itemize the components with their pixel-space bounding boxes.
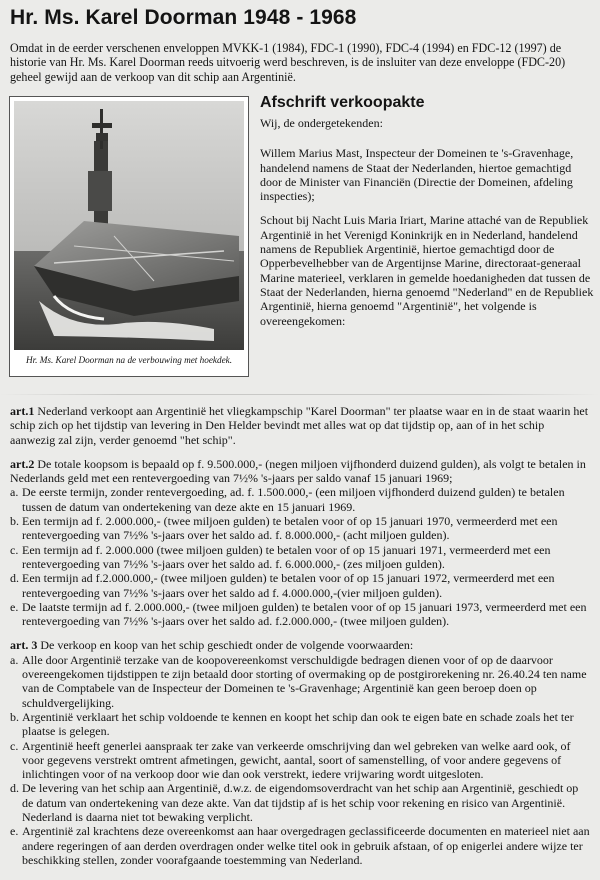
ship-photo: [14, 101, 244, 350]
article-2: [10, 457, 592, 629]
article-number: art.2: [10, 456, 35, 471]
list-item: e. Argentinië zal krachtens deze overeenkomst aan haar overgedragen geclassificeerde documenten en materieel niet aan andere regeringen of aan derden overdragen onder welke titel ook in gebruik afstaan, of op enigerlei andere wijze ter beschikking stellen, zonder voorafgaande toestemming van Nederland.: [10, 824, 590, 867]
page-title: Hr. Ms. Karel Doorman 1948 - 1968: [10, 6, 357, 29]
party-dutch-state: Willem Marius Mast, Inspecteur der Domeinen te 's-Gravenhage, handelend namens de Staat der Nederlanden, hiertoe gemachtigd door de Minister van Financiën (Directie der Domeinen, afdeling inspecties);: [260, 146, 574, 204]
intro-paragraph: Omdat in de eerder verschenen enveloppen MVKK-1 (1984), FDC-1 (1990), FDC-4 (1994) en FDC-12 (1997) de historie van Hr. Ms. Karel Doorman reeds uitvoerig werd beschreven, is de insluiter van deze enveloppe (FDC-20) geheel gewijd aan de verkoop van dit schip aan Argentinië.: [10, 41, 566, 84]
article-items: [10, 653, 592, 867]
list-item: d. De levering van het schip aan Argentinië, d.w.z. de eigendomsoverdracht van het schip aan Argentinië, geschiedt op de datum van ondertekening van deze akte. Van dat tijdstip af is het schip voor rekening en risico van Argentinië. Nederland is daarna niet tot bewaking verplicht.: [10, 781, 579, 825]
deed-heading: Afschrift verkoopakte: [260, 94, 425, 111]
party-argentina: Schout bij Nacht Luis Maria Iriart, Marine attaché van de Republiek Argentinië in het Verenigd Koninkrijk en in Nederland, handelend namens de Republiek Argentinië, hiertoe gemachtigd door de Opperbevelhebber van de Argentijnse Marine, directoraat-generaal Marine materieel, verklaren in gemelde hoedanigheden dat tussen de Staat der Nederlanden, hierna genoemd "Nederland" en de Republiek Argentinië, hierna genoemd "Argentinië", het volgende is overeengekomen:: [260, 213, 594, 328]
photo-caption: Hr. Ms. Karel Doorman na de verbouwing met hoekdek.: [25, 355, 233, 365]
deed-introduction: [260, 116, 595, 338]
photo-frame: [9, 96, 249, 377]
article-items: [10, 485, 592, 628]
list-item: d. Een termijn ad f.2.000.000,- (twee miljoen gulden) te betalen voor of op 15 januari 1972, vermeerderd met een rentevergoeding van 7½% 's-jaars over het saldo ad f. 4.000.000,-(vier miljoen gulden).: [10, 571, 555, 600]
article-text: De totale koopsom is bepaald op f. 9.500.000,- (negen miljoen vijfhonderd duizend gulden), als volgt te betalen in Nederlands geld met een rentevergoeding van 7½% 's-jaars per saldo vanaf 15 januari 1969;: [10, 456, 586, 486]
article-number: art.1: [10, 404, 35, 418]
article-text: De verkoop en koop van het schip geschiedt onder de volgende voorwaarden:: [40, 638, 414, 653]
articles-section: [10, 404, 592, 877]
deed-opening: Wij, de ondergetekenden:: [260, 116, 383, 130]
article-text: Nederland verkoopt aan Argentinië het vliegkampschip "Karel Doorman" ter plaatse waar en in de staat waarin het schip zich op het tijdstip van levering in Den Helder bevindt met alles wat op dat tijdstip op, aan of in het schip aanwezig zal zijn, verder genoemd "het schip".: [10, 404, 589, 447]
list-item: a. Alle door Argentinië terzake van de koopovereenkomst verschuldigde bedragen dienen voor of op de daarvoor overeengekomen tijdstippen te zijn betaald door storting of overmaking op de postgirorekening nr. 26.40.24 ten name van de Comptabele van de Inspecteur der Domeinen te 's-Gravenhage; Argentinië kan geen beroep doen op schuldvergelijking.: [10, 652, 587, 710]
list-item: b. Argentinië verklaart het schip voldoende te kennen en koopt het schip dan ook te eigen bate en schade zoals het ter plaatse is gelegen.: [10, 709, 574, 739]
list-item: c. Argentinië heeft generlei aanspraak ter zake van verkeerde omschrijving dan wel gebreken van welke aard ook, of voor gegevens verstrekt omtrent afmetingen, gewicht, aantal, soort of samenstelling, of voor andere gegevens of inlichtingen voor of na verkoop door wie dan ook verstrekt, iedere vrijwaring wordt uitgesloten.: [10, 738, 571, 782]
aircraft-carrier-illustration: [14, 101, 244, 350]
list-item: c. Een termijn ad f. 2.000.000 (twee miljoen gulden) te betalen voor of op 15 januari 1971, vermeerderd met een rentevergoeding van 7½% 's-jaars over het saldo ad. f. 6.000.000,- (zes miljoen gulden).: [10, 542, 551, 571]
list-item: b. Een termijn ad f. 2.000.000,- (twee miljoen gulden) te betalen voor of op 15 januari 1970, vermeerderd met een rentevergoeding van 7½% 's-jaars over het saldo ad. f. 8.000.000,- (acht miljoen gulden).: [10, 514, 558, 543]
article-3: [10, 638, 592, 867]
article-number: art. 3: [10, 638, 38, 653]
article-1: [10, 404, 592, 447]
list-item: a. De eerste termijn, zonder rentevergoeding, ad. f. 1.500.000,- (een miljoen vijfhonderd duizend gulden) te betalen tussen de datum van ondertekening van deze akte en 15 januari 1969.: [10, 485, 565, 514]
section-divider: [0, 394, 600, 395]
list-item: e. De laatste termijn ad f. 2.000.000,- (twee miljoen gulden) te betalen voor of op 15 januari 1973, vermeerderd met een rentevergoeding van 7½% 's-jaars over het saldo ad. f.2.000.000,- (twee miljoen gulden).: [10, 599, 587, 629]
